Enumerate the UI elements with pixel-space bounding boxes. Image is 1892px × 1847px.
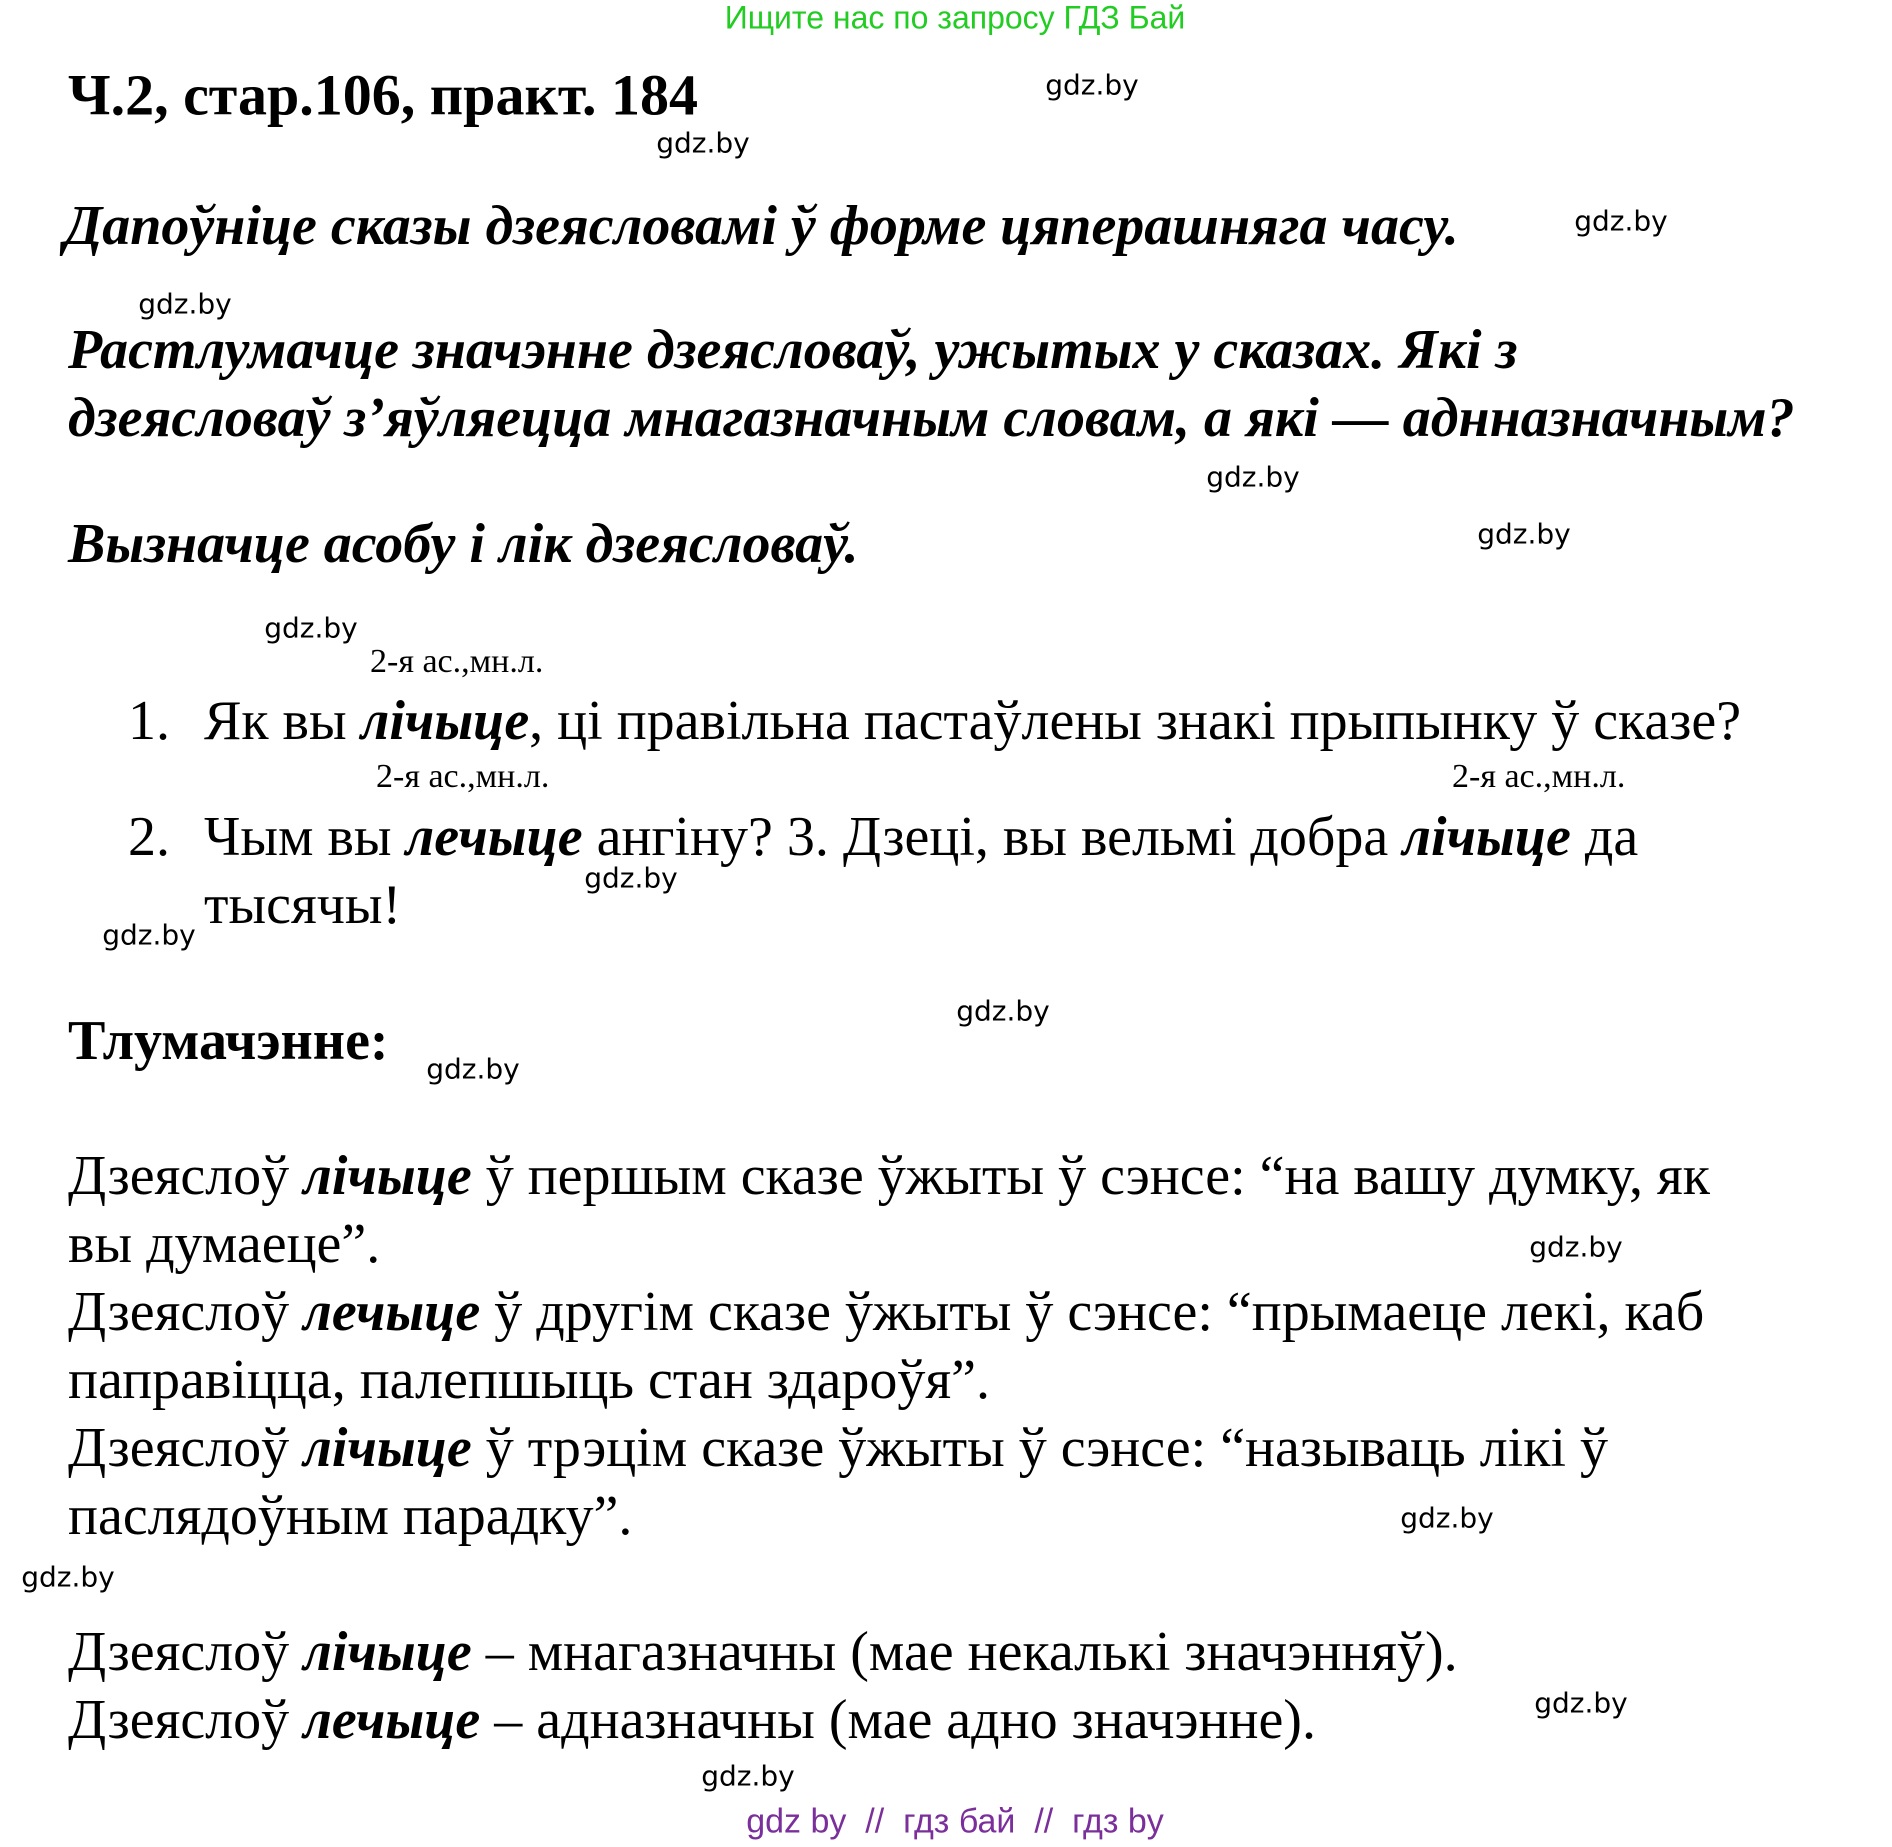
explanation-line [68,1280,1704,1344]
watermark: gdz.by [701,1759,795,1793]
footer-links[interactable]: gdz by // гдз бай // гдз by [746,1802,1164,1841]
annotation: 2-я ас.,мн.л. [370,643,544,680]
text: Як вы [204,690,361,752]
verb: лечыце [303,1689,481,1751]
page-title: Ч.2, стар.106, практ. 184 [68,62,698,128]
watermark: gdz.by [584,861,678,895]
verb: лічыце [303,1145,472,1207]
text: Дзеяслоў [68,1689,304,1751]
task-line-4: Вызначце асобу і лік дзеясловаў. [68,513,859,575]
verb: лечыце [303,1281,481,1343]
text: , ці правільна пастаўлены знакі прыпынку ў сказе? [529,690,1742,752]
watermark: gdz.by [1400,1501,1494,1535]
text: Дзеяслоў [68,1281,304,1343]
task-line-3: дзеясловаў з’яўляецца мнагазначным словам, а які — аднназначным? [68,387,1795,449]
text: Дзеяслоў [68,1145,304,1207]
explanation-line: вы думаеце”. [68,1213,381,1275]
task-line-1: Дапоўніце сказы дзеясловамі ў форме цяперашняга часу. [64,195,1459,257]
text: ў трэцім сказе ўжыты ў сэнсе: “называць лікі ў [471,1417,1608,1479]
watermark: gdz.by [1045,68,1139,102]
verb: лічыце [303,1417,472,1479]
watermark: gdz.by [1574,204,1668,238]
text: – мнагазначны (мае некалькі значэнняў). [471,1621,1458,1683]
watermark: gdz.by [426,1052,520,1086]
explanation-line: паслядоўным парадку”. [68,1485,633,1547]
watermark: gdz.by [1206,460,1300,494]
text: Чым вы [204,806,406,868]
watermark: gdz.by [1534,1686,1628,1720]
explanation-heading: Тлумачэнне: [68,1010,389,1072]
item-number: 2. [128,806,170,868]
conclusion-line [68,1620,1458,1684]
text: ў другім сказе ўжыты ў сэнсе: “прымаеце лекі, каб [480,1281,1705,1343]
watermark: gdz.by [656,126,750,160]
watermark: gdz.by [1477,517,1571,551]
text: Дзеяслоў [68,1417,304,1479]
text: – адназначны (мае адно значэнне). [480,1689,1316,1751]
item-number: 1. [128,690,170,752]
verb: лічыце [303,1621,472,1683]
annotation: 2-я ас.,мн.л. [1452,758,1626,795]
text: да [1570,806,1639,868]
search-banner: Ищите нас по запросу ГДЗ Бай [724,0,1186,36]
verb: лечыце [405,806,583,868]
watermark: gdz.by [138,287,232,321]
explanation-line: паправіцца, палепшыць стан здароўя”. [68,1349,990,1411]
annotation: 2-я ас.,мн.л. [376,758,550,795]
text: ў першым сказе ўжыты ў сэнсе: “на вашу думку, як [471,1145,1710,1207]
watermark: gdz.by [102,918,196,952]
watermark: gdz.by [956,994,1050,1028]
watermark: gdz.by [1529,1230,1623,1264]
explanation-line [68,1144,1710,1208]
conclusion-line [68,1688,1316,1752]
sentence-1 [204,689,1741,753]
explanation-line [68,1416,1608,1480]
text: Дзеяслоў [68,1621,304,1683]
task-line-2: Растлумачце значэнне дзеясловаў, ужытых у сказах. Які з [68,319,1518,381]
sentence-2-cont: тысячы! [204,874,402,936]
verb: лічыце [360,690,530,752]
text: ангіну? 3. Дзеці, вы вельмі добра [582,806,1403,868]
watermark: gdz.by [264,611,358,645]
sentence-2 [204,805,1638,869]
verb: лічыце [1402,806,1571,868]
watermark: gdz.by [21,1560,115,1594]
